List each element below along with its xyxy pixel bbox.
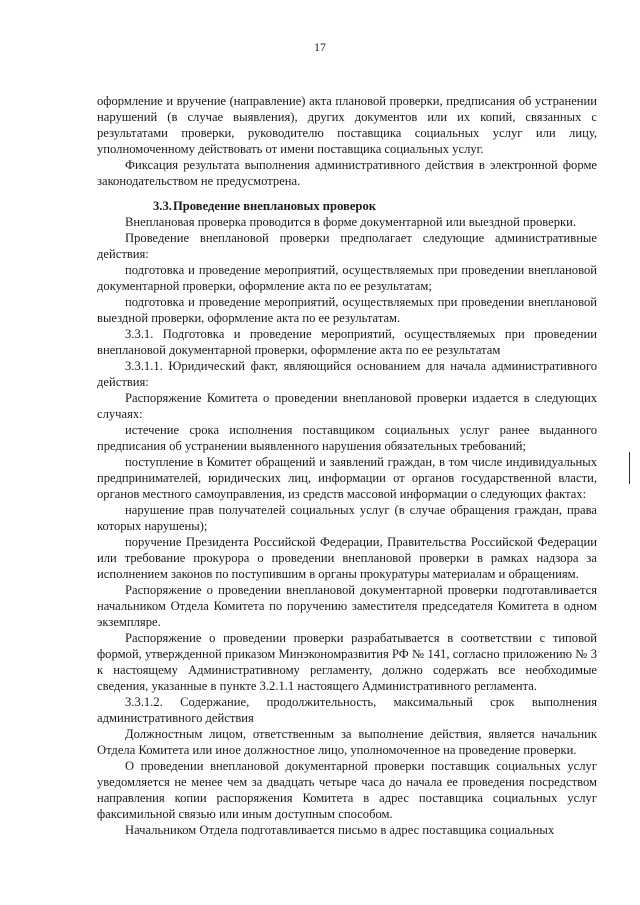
- paragraph: 3.3.1.1. Юридический факт, являющийся основанием для начала административного действия:: [97, 359, 597, 389]
- paragraph: истечение срока исполнения поставщиком социальных услуг ранее выданного предписания об устранении выявленного нарушения обязательных требований;: [97, 423, 597, 453]
- paragraph: Распоряжение о проведении внеплановой документарной проверки подготавливается начальником Отдела Комитета по поручению заместителя председателя Комитета в одном экземпляре.: [97, 583, 597, 629]
- paragraph: Фиксация результата выполнения административного действия в электронной форме законодательством не предусмотрена.: [97, 158, 597, 188]
- paragraph: Распоряжение Комитета о проведении внеплановой проверки издается в следующих случаях:: [97, 391, 597, 421]
- paragraph: оформление и вручение (направление) акта плановой проверки, предписания об устранении нарушений (в случае выявления), других документов или их копий, связанных с результатами проверки, руководителю поставщика социальных услуг или лицу, уполномоченному действовать от имени поставщика социальных услуг.: [97, 94, 597, 156]
- section-number: 3.3.: [153, 199, 172, 213]
- paragraph: нарушение прав получателей социальных услуг (в случае обращения граждан, права которых нарушены);: [97, 503, 597, 533]
- paragraph: подготовка и проведение мероприятий, осуществляемых при проведении внеплановой выездной проверки, оформление акта по ее результатам.: [97, 295, 597, 325]
- paragraph: Должностным лицом, ответственным за выполнение действия, является начальник Отдела Комитета или иное должностное лицо, уполномоченное на проведение проверки.: [97, 727, 597, 757]
- paragraph: 3.3.1. Подготовка и проведение мероприятий, осуществляемых при проведении внеплановой документарной проверки, оформление акта по ее результатам: [97, 327, 597, 357]
- paragraph: Проведение внеплановой проверки предполагает следующие административные действия:: [97, 231, 597, 261]
- paragraph: Распоряжение о проведении проверки разрабатывается в соответствии с типовой формой, утвержденной приказом Минэкономразвития РФ № 141, согласно приложению № 3 к настоящему Административному регламенту, должно содержать все необходимые сведения, указанные в пункте 3.2.1.1 настоящего Административного регламента.: [97, 631, 597, 693]
- section-title: Проведение внеплановых проверок: [173, 199, 376, 213]
- paragraph: 3.3.1.2. Содержание, продолжительность, максимальный срок выполнения административного действия: [97, 695, 597, 725]
- paragraph: Внеплановая проверка проводится в форме документарной или выездной проверки.: [125, 215, 577, 229]
- paragraph: Начальником Отдела подготавливается письмо в адрес поставщика социальных: [125, 823, 555, 837]
- page-number: 17: [314, 40, 326, 54]
- section-heading: [97, 198, 597, 214]
- paragraph: О проведении внеплановой документарной проверки поставщик социальных услуг уведомляется не менее чем за двадцать четыре часа до начала ее проведения посредством направления копии распоряжения Комитета в адрес поставщика социальных услуг факсимильной связью или иным доступным способом.: [97, 759, 597, 821]
- paragraph: поручение Президента Российской Федерации, Правительства Российской Федерации или требование прокурора о проведении внеплановой проверки в рамках надзора за исполнением законов по поступившим в органы прокуратуры материалам и обращениям.: [97, 535, 597, 581]
- scan-edge-mark: [629, 452, 630, 484]
- paragraph: подготовка и проведение мероприятий, осуществляемых при проведении внеплановой документарной проверки, оформление акта по ее результатам;: [97, 263, 597, 293]
- document-body: [97, 93, 597, 838]
- paragraph: поступление в Комитет обращений и заявлений граждан, в том числе индивидуальных предпринимателей, юридических лиц, информации от органов государственной власти, органов местного самоуправления, из средств массовой информации о следующих фактах:: [97, 455, 597, 501]
